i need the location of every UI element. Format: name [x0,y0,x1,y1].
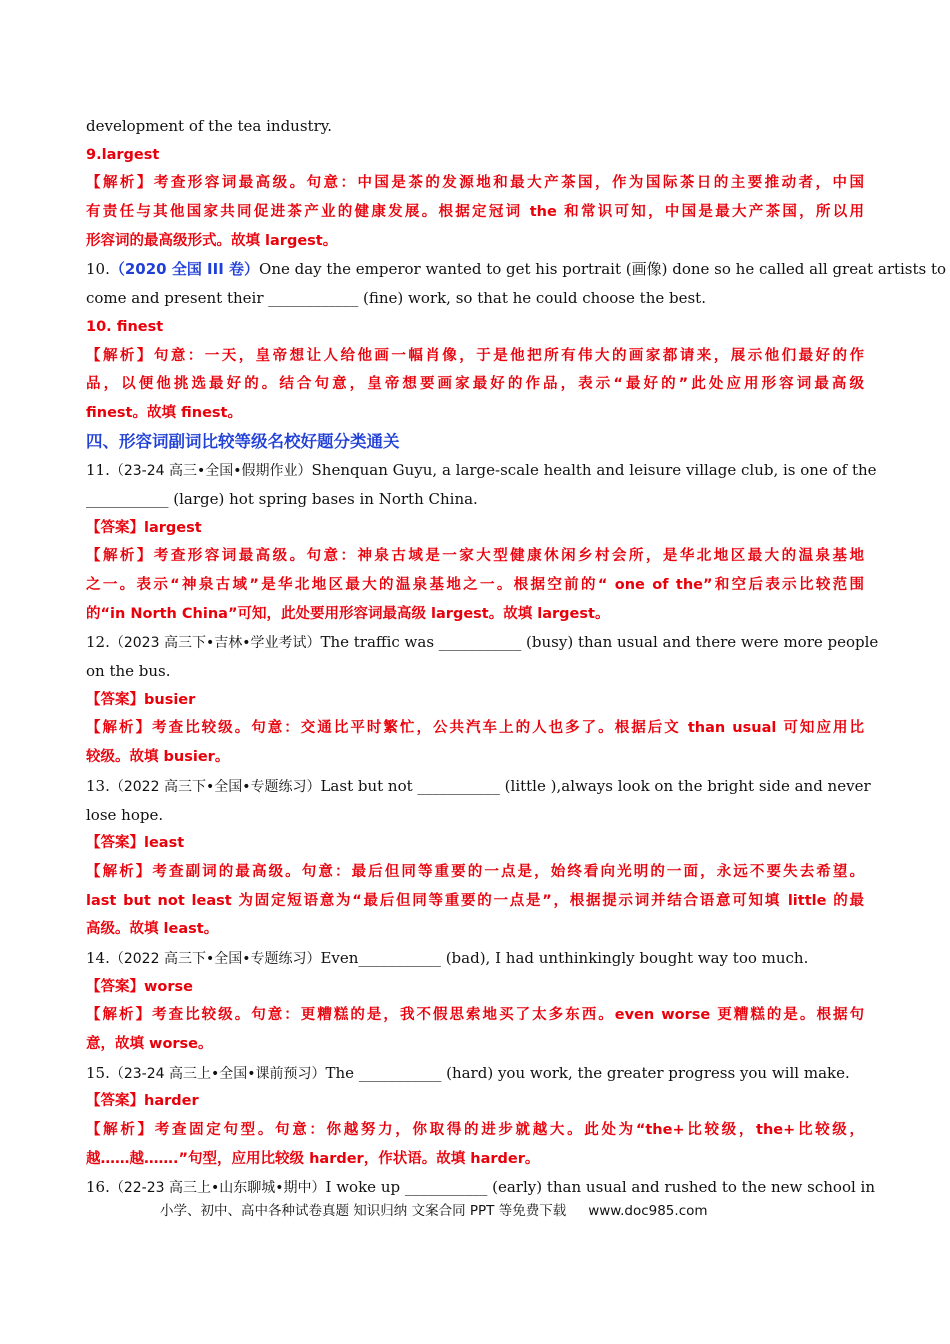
line-text: Even___________ (bad), I had unthinkingly bought way too much. [320,948,809,967]
line-text: 【解析】考查形容词最高级。句意：神泉古域是一家大型健康休闲乡村会所，是华北地区最大的温泉基地 [86,548,864,565]
text-line [86,887,864,916]
text-line [86,399,864,428]
question-source: （2022 高三下•全国•专题练习） [109,778,321,795]
line-text: Last but not ___________ (little ),always look on the bright side and never [320,776,871,795]
text-line [86,686,864,715]
line-text: 10. [86,260,110,279]
text-line [86,1087,864,1116]
line-text: The traffic was ___________ (busy) than usual and there were more people [320,633,879,652]
text-line [86,342,864,371]
line-text: Shenquan Guyu, a large-scale health and leisure village club, is one of the [311,461,877,480]
text-line [86,313,864,342]
line-text: 10. finest [86,318,164,335]
line-text: 四、形容词副词比较等级名校好题分类通关 [86,431,400,451]
text-line [86,1059,864,1088]
line-text: 14. [86,948,110,967]
line-text: 品，以便他挑选最好的。结合句意，皇帝想要画家最好的作品，表示“最好的”此处应用形容词最高级 [86,376,864,393]
text-line [86,600,864,629]
line-text: 【答案】worse [86,978,193,995]
line-text: 15. [86,1063,110,1082]
text-line [86,284,864,313]
line-text: 【解析】句意：一天，皇帝想让人给他画一幅肖像，于是他把所有伟大的画家都请来，展示他们最好的作 [86,347,864,364]
text-line [86,227,864,256]
text-line [86,141,864,170]
text-line [86,514,864,543]
text-line [86,829,864,858]
document-body [86,112,947,1202]
text-line [86,198,864,227]
text-line [86,973,864,1002]
text-line [86,714,864,743]
line-text: 越……越…….”句型，应用比较级 harder，作状语。故填 harder。 [86,1150,540,1167]
line-text: 意，故填 worse。 [86,1036,213,1052]
line-text: 11. [86,461,110,480]
line-text: 【解析】考查比较级。句意：更糟糕的是，我不假思索地买了太多东西。even worse 更糟糕的是。根据句 [86,1007,864,1024]
text-line [86,657,864,686]
line-text: 【答案】least [86,835,185,852]
text-line [86,1030,864,1059]
text-line [86,772,871,801]
line-text: 16. [86,1178,110,1197]
line-text: 之一。表示“神泉古域”是华北地区最大的温泉基地之一。根据空前的“ one of the”和空后表示比较范围 [86,577,864,593]
line-text: The ___________ (hard) you work, the greater progress you will make. [325,1063,850,1082]
text-line [86,112,864,141]
question-source: （2020 全国 III 卷） [109,260,260,279]
question-source: （22-23 高三上•山东聊城•期中） [109,1180,326,1197]
text-line [86,1173,875,1202]
question-source: （2023 高三下•吉林•学业考试） [109,635,321,652]
line-text: come and present their ____________ (fine) work, so that he could choose the best. [86,289,706,308]
line-text: 【解析】考查副词的最高级。句意：最后但同等重要的一点是，始终看向光明的一面，永远不要失去希望。 [86,863,864,880]
section-heading [86,428,864,457]
line-text: I woke up ___________ (early) than usual and rushed to the new school in [325,1178,875,1197]
line-text: 12. [86,633,110,652]
text-line [86,485,864,514]
text-line [86,1116,864,1145]
line-text: 【解析】考查形容词最高级。句意：中国是茶的发源地和最大产茶国，作为国际茶日的主要推动者，中国 [86,175,864,192]
text-line [86,915,864,944]
question-source: （23-24 高三•全国•假期作业） [109,463,312,480]
text-line [86,801,864,830]
text-line [86,944,864,973]
text-line [86,1145,864,1174]
text-line [86,542,864,571]
line-text: on the bus. [86,662,171,681]
line-text: 【解析】考查固定句型。句意：你越努力，你取得的进步就越大。此处为“the+比较级，the+比较级， [86,1122,864,1139]
page-footer [160,1199,860,1219]
line-text: 较级。故填 busier。 [86,749,230,766]
text-line [86,858,864,887]
line-text: lose hope. [86,805,164,824]
line-text: 【答案】largest [86,519,202,536]
line-text: One day the emperor wanted to get his portrait (画像) done so he called all great artists to [259,260,947,279]
text-line [86,456,877,485]
footer-text: 小学、初中、高中各种试卷真题 知识归纳 文案合同 PPT 等免费下载 [160,1203,567,1219]
line-text: 【答案】harder [86,1093,199,1110]
line-text: 的“in North China”可知，此处要用形容词最高级 largest。故填 largest。 [86,605,610,622]
text-line [86,1001,864,1030]
text-line [86,628,879,657]
line-text: ___________ (large) hot spring bases in North China. [86,489,478,508]
text-line [86,743,864,772]
line-text: 【答案】busier [86,691,196,708]
line-text: 【解析】考查比较级。句意：交通比平时繁忙，公共汽车上的人也多了。根据后文 than usual 可知应用比 [86,720,864,737]
question-source: （2022 高三下•全国•专题练习） [109,950,321,967]
line-text: development of the tea industry. [86,117,332,135]
line-text: 有责任与其他国家共同促进茶产业的健康发展。根据定冠词 the 和常识可知，中国是最大产茶国，所以用 [86,204,864,221]
line-text: 高级。故填 least。 [86,921,219,938]
footer-url[interactable]: www.doc985.com [588,1203,708,1219]
text-line [86,169,864,198]
text-line [86,255,947,284]
line-text: 形容词的最高级形式。故填 largest。 [86,232,338,249]
line-text: finest。故填 finest。 [86,404,242,421]
line-text: last but not least 为固定短语意为“最后但同等重要的一点是”，根据提示词并结合语意可知填 little 的最 [86,892,864,909]
question-source: （23-24 高三上•全国•课前预习） [109,1065,326,1082]
text-line [86,571,864,600]
line-text: 13. [86,776,110,795]
line-text: 9.largest [86,146,160,163]
text-line [86,370,864,399]
